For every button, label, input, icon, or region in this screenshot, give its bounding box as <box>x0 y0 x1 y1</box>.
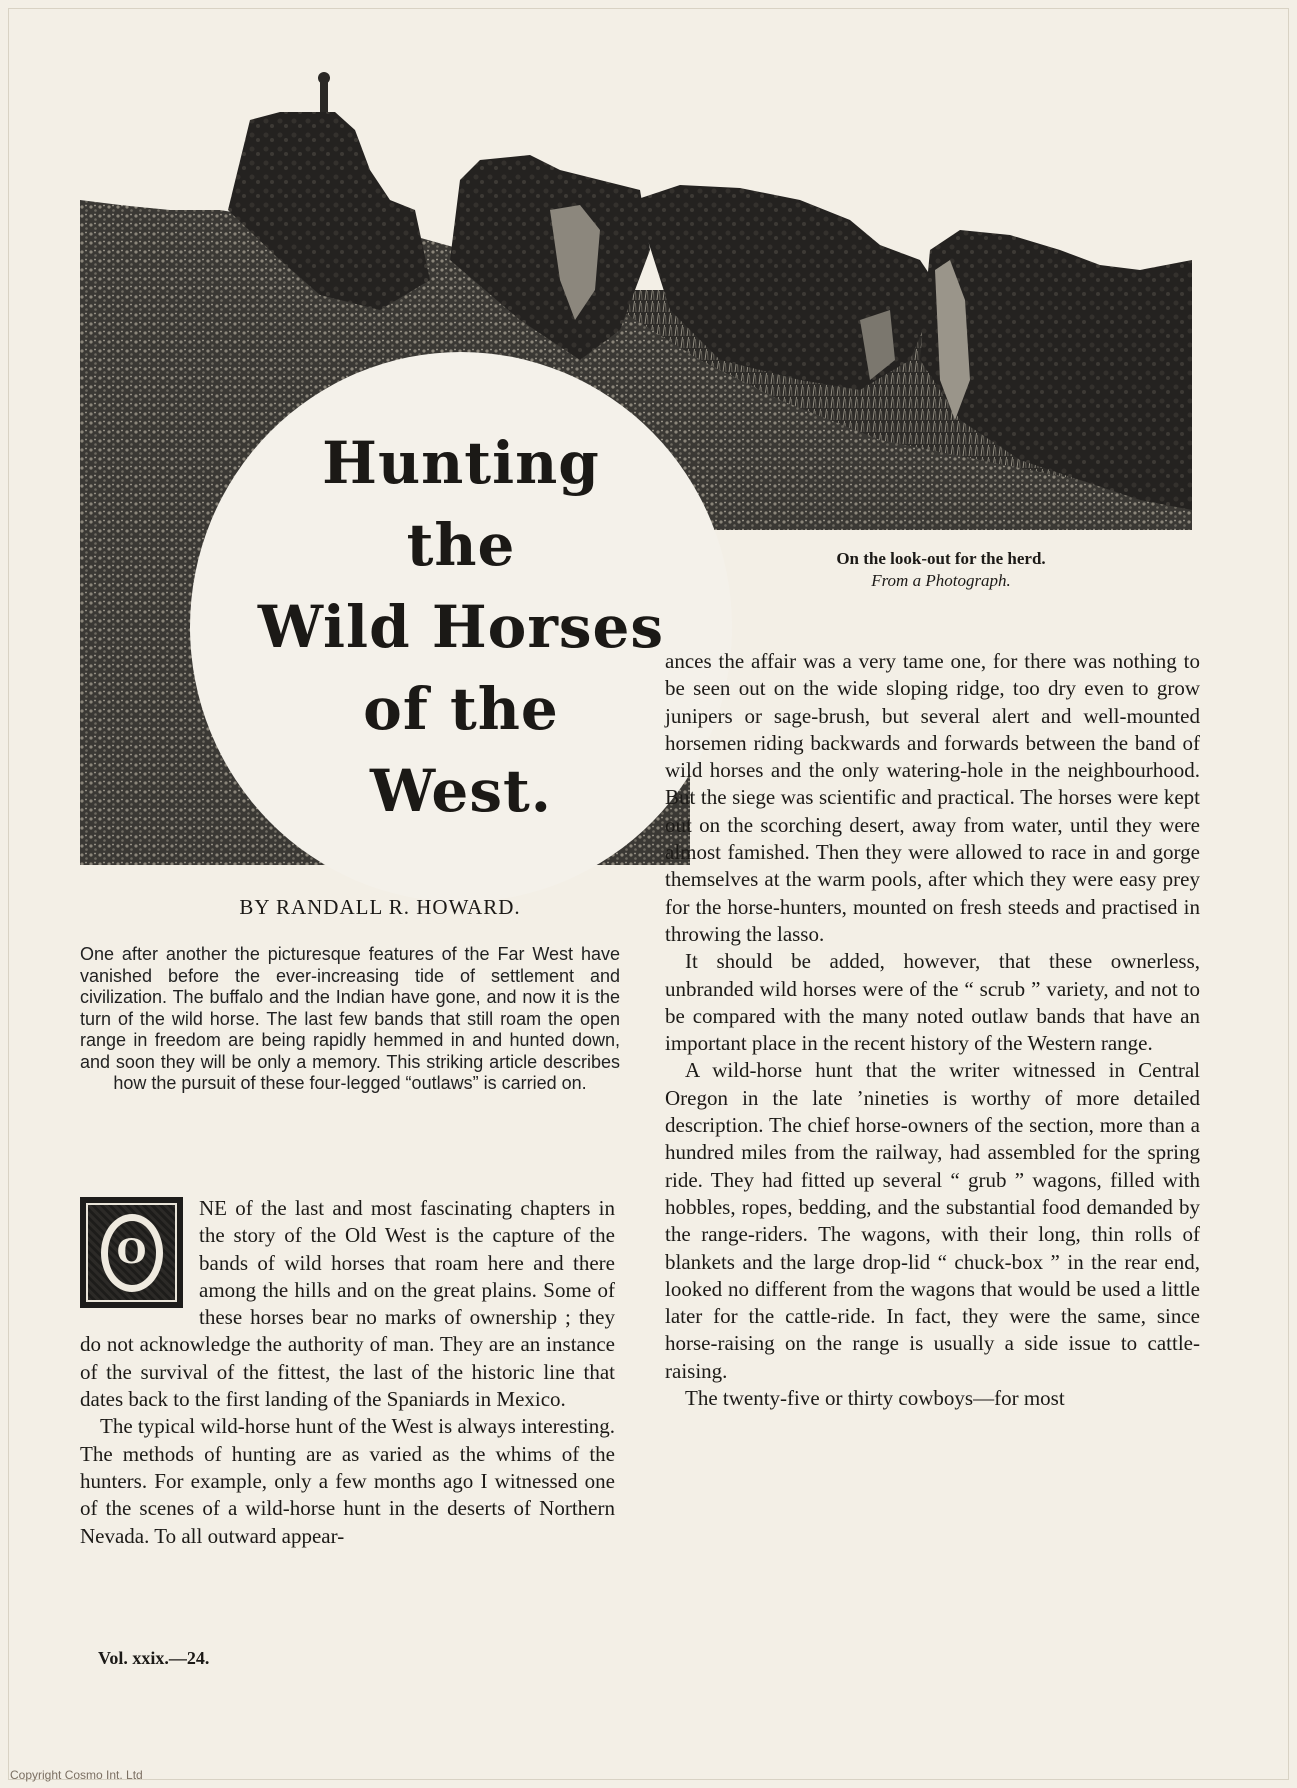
right-column <box>665 648 1200 1412</box>
right-paragraph: It should be added, however, that these ownerless, unbranded wild horses were of the “ scrub ” variety, and not to be compared with the many noted outlaw bands that have an important place in the recent history of the Western range. <box>665 949 1200 1056</box>
caption-line-2: From a Photograph. <box>871 571 1011 590</box>
left-paragraph: The typical wild-horse hunt of the West is always interesting. The methods of hunting are as varied as the whims of the hunters. For example, only a few months ago I witnessed one of the scenes of a wild-horse hunt in the deserts of Northern Nevada. To all outward appear- <box>80 1414 615 1548</box>
volume-folio: Vol. xxix.—24. <box>98 1648 210 1668</box>
dropcap-frame <box>86 1203 177 1302</box>
copyright-notice: Copyright Cosmo Int. Ltd <box>10 1768 143 1782</box>
dropcap-letter: O <box>101 1214 163 1292</box>
title-line-3: Wild Horses <box>257 593 665 661</box>
opening-paragraph-text: NE of the last and most fascinating chapters in the story of the Old West is the capture of the bands of wild horses that roam here and there among the hills and on the great plains. Some of these horses bear no marks of ownership ; they do not acknowledge the authority of man. They are an instance of the survival of the fittest, the last of the historic line that dates back to the first landing of the Spaniards in Mexico. <box>80 1196 615 1412</box>
left-column <box>80 1195 615 1550</box>
intro-standfirst: One after another the picturesque features of the Far West have vanished before the ever-increasing tide of settlement and civilization. The buffalo and the Indian have gone, and now it is the turn of the wild horse. The last few bands that still roam the open range in freedom are being rapidly hemmed in and hunted down, and soon they will be only a memory. This striking article describes how the pursuit of these four-legged “outlaws” is carried on. <box>80 944 620 1093</box>
right-paragraph: A wild-horse hunt that the writer witnessed in Central Oregon in the late ’nineties is worthy of more detailed description. The chief horse-owners of the section, more than a hundred miles from the railway, had assembled for the spring ride. They had fitted up several “ grub ” wagons, filled with hobbles, ropes, bedding, and the substantial food demanded by the range-riders. The wagons, with their long, thin rolls of blankets and the large drop-lid “ chuck-box ” in the rear end, looked no different from the wagons that would be used a little later for the cattle-ride. In fact, they were the same, since horse-raising on the range is usually a side issue to cattle-raising. <box>665 1058 1200 1383</box>
title-line-5: West. <box>370 757 552 825</box>
title-circle <box>190 352 732 902</box>
photo-caption <box>690 548 1192 592</box>
dropcap-ornament <box>80 1197 183 1308</box>
title-line-1: Hunting <box>322 429 600 497</box>
title-line-4: of the <box>363 675 559 743</box>
opening-paragraph <box>80 1195 615 1413</box>
byline: BY RANDALL R. HOWARD. <box>239 895 521 919</box>
caption-line-1: On the look-out for the herd. <box>836 549 1046 568</box>
right-paragraph: ances the affair was a very tame one, for there was nothing to be seen out on the wide sloping ridge, too dry even to grow junipers or sage-brush, but several alert and well-mounted horsemen riding backwards and forwards between the band of wild horses and the only watering-hole in the neighbourhood. But the siege was scientific and practical. The horses were kept out on the scorching desert, away from water, until they were almost famished. Then they were allowed to race in and gorge themselves at the warm pools, after which they were easy prey for the horse-hunters, mounted on fresh steeds and practised in throwing the lasso. <box>665 649 1200 946</box>
title-line-2: the <box>406 511 516 579</box>
right-paragraph: The twenty-five or thirty cowboys—for most <box>685 1386 1065 1411</box>
